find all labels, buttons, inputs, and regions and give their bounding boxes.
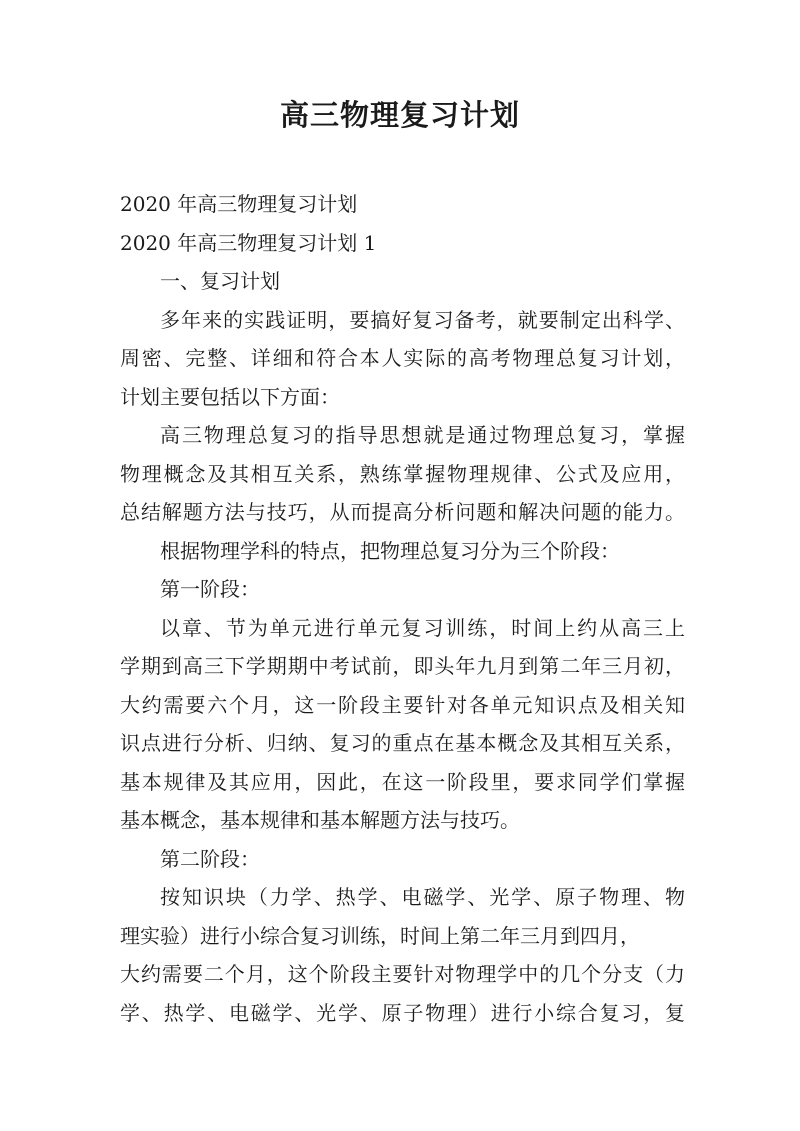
text-line: 第一阶段： — [160, 577, 260, 601]
text-line: 根据物理学科的特点，把物理总复习分为三个阶段： — [160, 538, 620, 563]
document-title: 高三物理复习计划 — [279, 98, 520, 132]
text-line: 识点进行分析、归纳、复习的重点在基本概念及其相互关系， — [120, 731, 685, 755]
text-line: 学期到高三下学期期中考试前，即头年九月到第二年三月初， — [120, 654, 685, 678]
text-line: 2020 年高三物理复习计划 1 — [120, 230, 377, 255]
text-line: 以章、节为单元进行单元复习训练，时间上约从高三上 — [160, 615, 685, 640]
text-line: 第二阶段： — [160, 846, 260, 871]
text-line: 一、复习计划 — [160, 269, 280, 293]
text-line: 计划主要包括以下方面： — [120, 384, 340, 409]
text-line: 多年来的实践证明，要搞好复习备考，就要制定出科学、 — [160, 307, 685, 332]
text-line: 高三物理总复习的指导思想就是通过物理总复习，掌握 — [160, 423, 685, 447]
text-line: 物理概念及其相互关系，熟练掌握物理规律、公式及应用， — [120, 461, 685, 486]
text-line: 按知识块（力学、热学、电磁学、光学、原子物理、物 — [160, 885, 685, 909]
text-line: 基本概念，基本规律和基本解题方法与技巧。 — [120, 808, 520, 832]
text-line: 2020 年高三物理复习计划 — [120, 192, 358, 216]
text-line: 周密、完整、详细和符合本人实际的高考物理总复习计划， — [120, 346, 685, 370]
document-body — [120, 185, 685, 1032]
text-line: 大约需要六个月，这一阶段主要针对各单元知识点及相关知 — [120, 692, 685, 717]
text-line: 学、热学、电磁学、光学、原子物理）进行小综合复习，复 — [120, 1000, 685, 1025]
text-line: 理实验）进行小综合复习训练，时间上第二年三月到四月， — [120, 923, 640, 948]
text-line: 总结解题方法与技巧，从而提高分析问题和解决问题的能力。 — [120, 500, 685, 524]
text-line: 大约需要二个月，这个阶段主要针对物理学中的几个分支（力 — [120, 962, 685, 986]
text-line: 基本规律及其应用，因此，在这一阶段里，要求同学们掌握 — [120, 769, 685, 794]
